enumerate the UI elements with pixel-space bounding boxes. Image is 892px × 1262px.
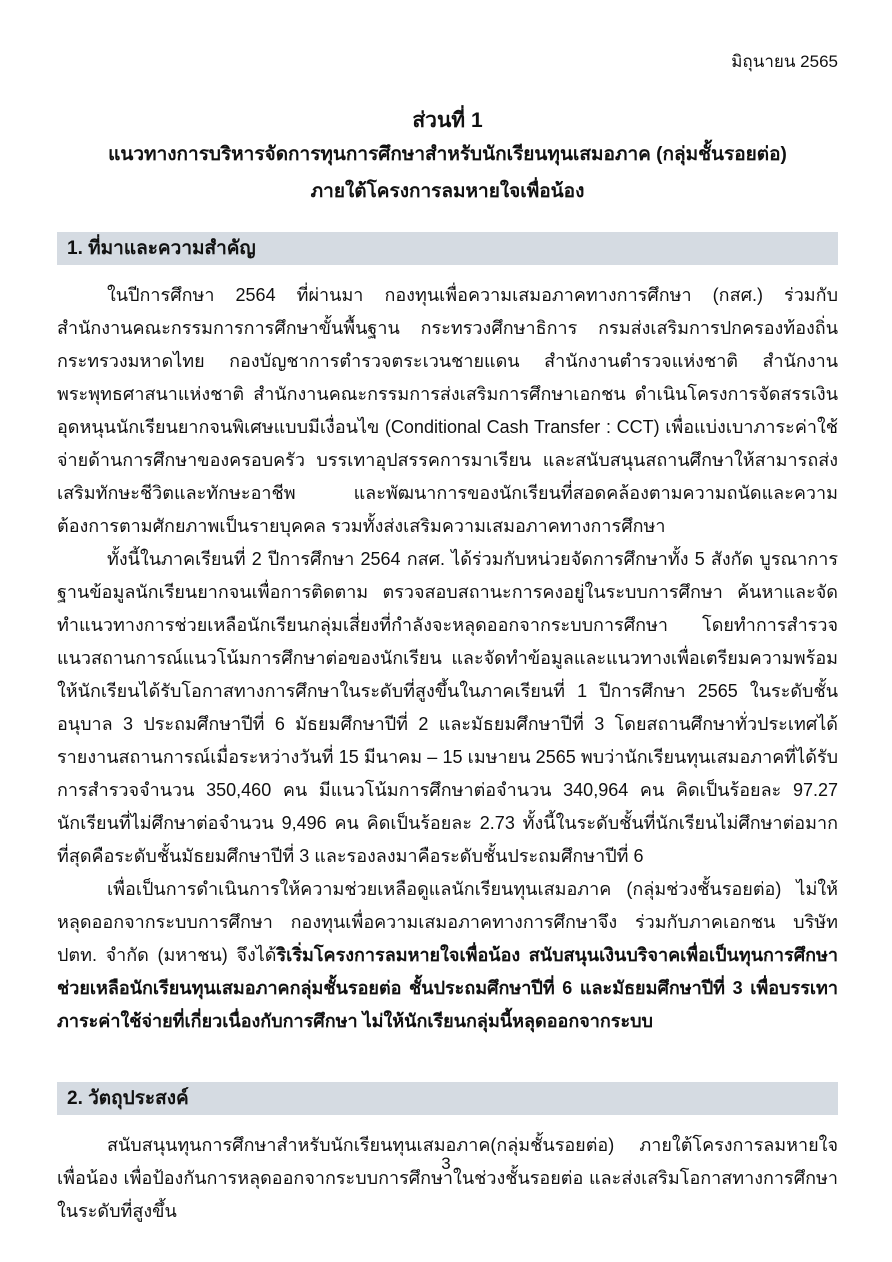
section-1-paragraph-2: ทั้งนี้ในภาคเรียนที่ 2 ปีการศึกษา 2564 กสศ. ได้ร่วมกับหน่วยจัดการศึกษาทั้ง 5 สังกัด บูรณาการฐานข้อมูลนักเรียนยากจนเพื่อการติดตาม ตรวจสอบสถานะการคงอยู่ในระบบการศึกษา ค้นหาและจัดทำแนวทางการช่วยเหลือนักเรียนกลุ่มเสี่ยงที่กำลังจะหลุดออกจากระบบการศึกษา โดยทำการสำรวจแนวสถานการณ์แนวโน้มการศึกษาต่อของนักเรียน และจัดทำข้อมูลและแนวทางเพื่อเตรียมความพร้อมให้นักเรียนได้รับโอกาสทางการศึกษาในระดับที่สูงขึ้นในภาคเรียนที่ 1 ปีการศึกษา 2565 ในระดับชั้นอนุบาล 3 ประถมศึกษาปีที่ 6 มัธยมศึกษาปีที่ 2 และมัธยมศึกษาปีที่ 3 โดยสถานศึกษาทั่วประเทศได้รายงานสถานการณ์เมื่อระหว่างวันที่ 15 มีนาคม – 15 เมษายน 2565 พบว่านักเรียนทุนเสมอภาคที่ได้รับการสำรวจจำนวน 350,460 คน มีแนวโน้มการศึกษาต่อจำนวน 340,964 คน คิดเป็นร้อยละ 97.27 นักเรียนที่ไม่ศึกษาต่อจำนวน 9,496 คน คิดเป็นร้อยละ 2.73 ทั้งนี้ในระดับชั้นที่นักเรียนไม่ศึกษาต่อมากที่สุดคือระดับชั้นมัธยมศึกษาปีที่ 3 และรองลงมาคือระดับชั้นประถมศึกษาปีที่ 6 bbox=[57, 549, 838, 866]
document-date: มิถุนายน 2565 bbox=[731, 52, 838, 71]
section-1-paragraph-3-regular-text: เพื่อเป็นการดำเนินการให้ความช่วยเหลือดูแลนักเรียนทุนเสมอภาค (กลุ่มช่วงชั้นรอยต่อ) ไม่ให้หลุดออกจากระบบการศึกษา กองทุนเพื่อความเสมอภาคทางการศึกษาจึง ร่วมกับภาคเอกชน บริษัท ปตท. จำกัด (มหาชน) จึงได้ bbox=[57, 879, 838, 965]
section-1-paragraph-3-bold-text: ริเริ่มโครงการลมหายใจเพื่อน้อง สนับสนุนเงินบริจาคเพื่อเป็นทุนการศึกษาช่วยเหลือนักเรียนทุนเสมอภาคกลุ่มชั้นรอยต่อ ชั้นประถมศึกษาปีที่ 6 และมัธยมศึกษาปีที่ 3 เพื่อบรรเทาภาระค่าใช้จ่ายที่เกี่ยวเนื่องกับการศึกษา ไม่ให้นักเรียนกลุ่มนี้หลุดออกจากระบบ bbox=[57, 945, 838, 1031]
page-subtitle-line1: แนวทางการบริหารจัดการทุนการศึกษาสำหรับนักเรียนทุนเสมอภาค (กลุ่มชั้นรอยต่อ) bbox=[108, 144, 787, 165]
section-1-paragraph-3 bbox=[57, 873, 838, 1038]
section-1-heading: 1. ที่มาและความสำคัญ bbox=[57, 232, 838, 265]
section-1-paragraph-1: ในปีการศึกษา 2564 ที่ผ่านมา กองทุนเพื่อความเสมอภาคทางการศึกษา (กสศ.) ร่วมกับ สำนักงานคณะกรรมการการศึกษาขั้นพื้นฐาน กระทรวงศึกษาธิการ กรมส่งเสริมการปกครองท้องถิ่น กระทรวงมหาดไทย กองบัญชาการตำรวจตระเวนชายแดน สำนักงานตำรวจแห่งชาติ สำนักงานพระพุทธศาสนาแห่งชาติ สำนักงานคณะกรรมการส่งเสริมการศึกษาเอกชน ดำเนินโครงการจัดสรรเงินอุดหนุนนักเรียนยากจนพิเศษแบบมีเงื่อนไข (Conditional Cash Transfer : CCT) เพื่อแบ่งเบาภาระค่าใช้จ่ายด้านการศึกษาของครอบครัว บรรเทาอุปสรรคการมาเรียน และสนับสนุนสถานศึกษาให้สามารถส่งเสริมทักษะชีวิตและทักษะอาชีพ และพัฒนาการของนักเรียนที่สอดคล้องตามความถนัดและความต้องการตามศักยภาพเป็นรายบุคคล รวมทั้งส่งเสริมความเสมอภาคทางการศึกษา bbox=[57, 285, 838, 536]
page-subtitle-line2: ภายใต้โครงการลมหายใจเพื่อน้อง bbox=[310, 181, 585, 202]
section-2-heading: 2. วัตถุประสงค์ bbox=[57, 1082, 838, 1115]
page-number: 3 bbox=[441, 1154, 451, 1173]
section-2-paragraph-1: สนับสนุนทุนการศึกษาสำหรับนักเรียนทุนเสมอภาค(กลุ่มชั้นรอยต่อ) ภายใต้โครงการลมหายใจเพื่อน้อง เพื่อป้องกันการหลุดออกจากระบบการศึกษาในช่วงชั้นรอยต่อ และส่งเสริมโอกาสทางการศึกษาในระดับที่สูงขึ้น bbox=[57, 1135, 838, 1221]
page-title: ส่วนที่ 1 bbox=[412, 109, 483, 132]
